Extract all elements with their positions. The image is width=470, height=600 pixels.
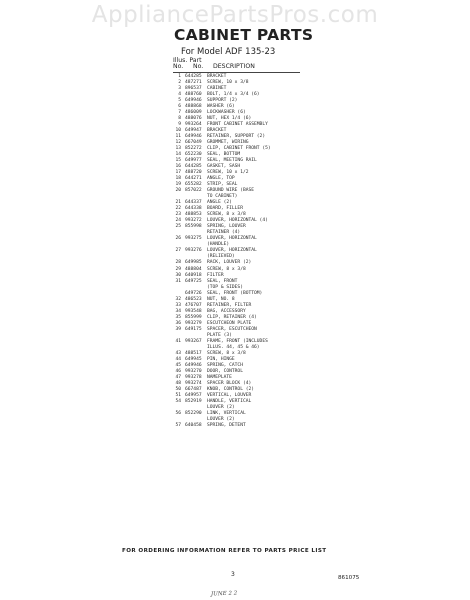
illus-number: 29 [175, 266, 181, 272]
column-header-part-no: No. [193, 63, 204, 70]
part-number: 649726 [185, 290, 202, 296]
part-number: 640458 [185, 422, 202, 428]
illus-number: 44 [175, 356, 181, 362]
page-title: CABINET PARTS [174, 26, 314, 44]
illus-number: 9 [178, 122, 181, 128]
part-description: RETAINER (4) [207, 230, 241, 236]
illus-number: 21 [175, 200, 181, 206]
part-number: 649977 [185, 158, 202, 164]
part-number: 993275 [185, 236, 202, 242]
part-number: 649175 [185, 326, 202, 332]
part-description: NUT, HEX 1/4 (6) [207, 116, 252, 122]
part-number: 488720 [185, 170, 202, 176]
part-description: DOOR, CONTROL [207, 368, 243, 374]
part-description: SPACER BLOCK (4) [207, 380, 252, 386]
column-header-description: DESCRIPTION [213, 63, 255, 70]
part-number: 488853 [185, 212, 202, 218]
illus-number: 32 [175, 296, 181, 302]
part-description: WASHER (6) [207, 104, 235, 110]
illus-number: 19 [175, 182, 181, 188]
part-description: SEAL, MEETING RAIL [207, 158, 257, 164]
part-description: (RELIEVED) [207, 254, 235, 260]
part-number: 852290 [185, 410, 202, 416]
part-description: TO CABINET) [207, 194, 238, 200]
part-description: BOLT, 1/4 x 3/4 (6) [207, 92, 260, 98]
part-number: 649725 [185, 278, 202, 284]
part-number: 476707 [185, 302, 202, 308]
part-number: 649946 [185, 134, 202, 140]
part-description: CLIP, RETAINER (4) [207, 314, 257, 320]
part-description: RETAINER, FILTER [207, 302, 252, 308]
illus-number: 14 [175, 152, 181, 158]
part-description: KNOB, CONTROL (2) [207, 386, 255, 392]
part-number: 644337 [185, 200, 202, 206]
part-number: 993267 [185, 338, 202, 344]
part-description: SUPPORT (2) [207, 98, 238, 104]
part-number: 488760 [185, 92, 202, 98]
illus-number: 43 [175, 350, 181, 356]
part-number: 993264 [185, 122, 202, 128]
part-number: 852272 [185, 146, 202, 152]
part-number: 652230 [185, 152, 202, 158]
part-number: 857022 [185, 188, 202, 194]
part-number: 993278 [185, 374, 202, 380]
illus-number: 17 [175, 170, 181, 176]
part-description: LINK, VERTICAL [207, 410, 246, 416]
part-description: GROUND WIRE (BASE [207, 188, 255, 194]
part-description: SCREW, 10 x 1/2 [207, 170, 249, 176]
part-number: 649946 [185, 362, 202, 368]
part-description: NAMEPLATE [207, 374, 232, 380]
illus-number: 26 [175, 236, 181, 242]
illus-number: 30 [175, 272, 181, 278]
part-number: 993279 [185, 320, 202, 326]
part-description: FILTER [207, 272, 224, 278]
illus-number: 1 [178, 74, 181, 79]
illus-number: 18 [175, 176, 181, 182]
illus-number: 2 [178, 80, 181, 86]
illus-number: 11 [175, 134, 181, 140]
part-number: 487271 [185, 80, 202, 86]
illus-number: 13 [175, 146, 181, 152]
ordering-note: FOR ORDERING INFORMATION REFER TO PARTS PRICE LIST [122, 548, 327, 554]
illus-number: 3 [178, 86, 181, 92]
part-description: (TOP & SIDES) [207, 284, 243, 290]
part-description: BRACKET [207, 128, 227, 134]
part-description: ESCUTCHEON PLATE [207, 320, 252, 326]
illus-number: 45 [175, 362, 181, 368]
part-description: SCREW, 8 x 3/8 [207, 266, 246, 272]
part-description: BAG, ACCESSORY [207, 308, 246, 314]
part-number: 993274 [185, 380, 202, 386]
illus-number: 39 [175, 326, 181, 332]
illus-number: 56 [175, 410, 181, 416]
part-description: LOCKWASHER (6) [207, 110, 246, 116]
part-description: LOUVER (2) [207, 416, 235, 422]
part-number: 488868 [185, 104, 202, 110]
handwritten-note: JUNE 2 2 [210, 590, 238, 598]
illus-number: 34 [175, 308, 181, 314]
illus-number: 24 [175, 218, 181, 224]
part-description: GROMMET, WIRING [207, 140, 249, 146]
illus-number: 5 [178, 98, 181, 104]
part-description: SEAL, FRONT (BOTTOM) [207, 290, 263, 296]
part-description: PLATE (3) [207, 332, 232, 338]
part-number: 649945 [185, 356, 202, 362]
illus-number: 47 [175, 374, 181, 380]
part-number: 993548 [185, 308, 202, 314]
illus-number: 10 [175, 128, 181, 134]
part-description: (HANDLE) [207, 242, 230, 248]
header-divider [173, 72, 300, 73]
part-number: 993272 [185, 218, 202, 224]
part-description: FRAME, FRONT (INCLUDES [207, 338, 268, 344]
part-description: SCREW, 8 x 3/8 [207, 212, 246, 218]
part-description: SPRING, DETENT [207, 422, 246, 428]
illus-number: 16 [175, 164, 181, 170]
part-description: NUT, NO. 8 [207, 296, 235, 302]
part-description: CABINET [207, 86, 227, 92]
illus-number: 8 [178, 116, 181, 122]
illus-number: 36 [175, 320, 181, 326]
part-number: 649947 [185, 128, 202, 134]
illus-number: 7 [178, 110, 181, 116]
part-description: VERTICAL, LOUVER [207, 392, 252, 398]
illus-number: 6 [178, 104, 181, 110]
part-description: FRONT CABINET ASSEMBLY [207, 122, 268, 128]
part-number: 644285 [185, 164, 202, 170]
part-description: ANGLE (2) [207, 200, 232, 206]
part-description: HANDLE, VERTICAL [207, 398, 252, 404]
illus-number: 54 [175, 398, 181, 404]
part-description: STRIP, SEAL [207, 182, 238, 188]
part-number: 644271 [185, 176, 202, 182]
part-number: 667487 [185, 386, 202, 392]
part-description: ILLUS. 44, 45 & 46) [207, 344, 260, 350]
illus-number: 4 [178, 92, 181, 98]
column-header-no: No. [173, 63, 184, 70]
illus-number: 28 [175, 260, 181, 266]
part-number: 993276 [185, 248, 202, 254]
illus-number: 25 [175, 224, 181, 230]
parts-list-row [173, 423, 333, 429]
part-description: CLIP, CABINET FRONT (5) [207, 146, 271, 152]
part-number: 486009 [185, 110, 202, 116]
part-description: BOARD, FILLER [207, 206, 243, 212]
parts-list [173, 74, 333, 429]
illus-number: 31 [175, 278, 181, 284]
part-number: 649946 [185, 98, 202, 104]
illus-number: 51 [175, 392, 181, 398]
illus-number: 15 [175, 158, 181, 164]
part-number: 488517 [185, 350, 202, 356]
illus-number: 20 [175, 188, 181, 194]
illus-number: 50 [175, 386, 181, 392]
part-description: SPRING, LOUVER [207, 224, 246, 230]
part-description: GASKET, SASH [207, 164, 241, 170]
part-number: 649985 [185, 260, 202, 266]
part-description: LOUVER, HORIZONTAL [207, 236, 257, 242]
page-number: 3 [231, 571, 235, 578]
part-number: 855998 [185, 224, 202, 230]
part-number: 640918 [185, 272, 202, 278]
illus-number: 22 [175, 206, 181, 212]
part-description: RACK, LOUVER (2) [207, 260, 252, 266]
illus-number: 57 [175, 422, 181, 428]
part-number: 488804 [185, 266, 202, 272]
part-number: 667049 [185, 140, 202, 146]
part-description: SCREW, 8 x 3/8 [207, 350, 246, 356]
illus-number: 35 [175, 314, 181, 320]
part-description: SEAL, BOTTOM [207, 152, 241, 158]
part-description: RETAINER, SUPPORT (2) [207, 134, 266, 140]
part-description: PIN, HINGE [207, 356, 235, 362]
illus-number: 46 [175, 368, 181, 374]
watermark: AppliancePartsPros.com [91, 2, 379, 28]
model-line: For Model ADF 135-23 [181, 47, 276, 57]
part-description: LOUVER, HORIZONTAL (4) [207, 218, 268, 224]
part-description: LOUVER, HORIZONTAL [207, 248, 257, 254]
part-number: 655282 [185, 182, 202, 188]
part-description: SCREW, 10 x 3/8 [207, 80, 249, 86]
part-description: BRACKET [207, 74, 227, 79]
part-description: SPACER, ESCUTCHEON [207, 326, 257, 332]
part-number: 649957 [185, 392, 202, 398]
part-number: 644285 [185, 74, 202, 79]
part-description: SPRING, CATCH [207, 362, 243, 368]
illus-number: 33 [175, 302, 181, 308]
illus-number: 27 [175, 248, 181, 254]
part-number: 488076 [185, 116, 202, 122]
illus-number: 12 [175, 140, 181, 146]
part-description: ANGLE, TOP [207, 176, 235, 182]
part-number: 852919 [185, 398, 202, 404]
illus-number: 23 [175, 212, 181, 218]
part-number: 993270 [185, 368, 202, 374]
part-number: 644338 [185, 206, 202, 212]
document-code: 861075 [338, 575, 360, 581]
column-header-illus-part: Illus. Part [173, 57, 202, 64]
part-number: 855999 [185, 314, 202, 320]
illus-number: 41 [175, 338, 181, 344]
part-number: 486523 [185, 296, 202, 302]
part-description: SEAL, FRONT [207, 278, 238, 284]
part-number: 896537 [185, 86, 202, 92]
part-description: LOUVER (2) [207, 404, 235, 410]
illus-number: 48 [175, 380, 181, 386]
